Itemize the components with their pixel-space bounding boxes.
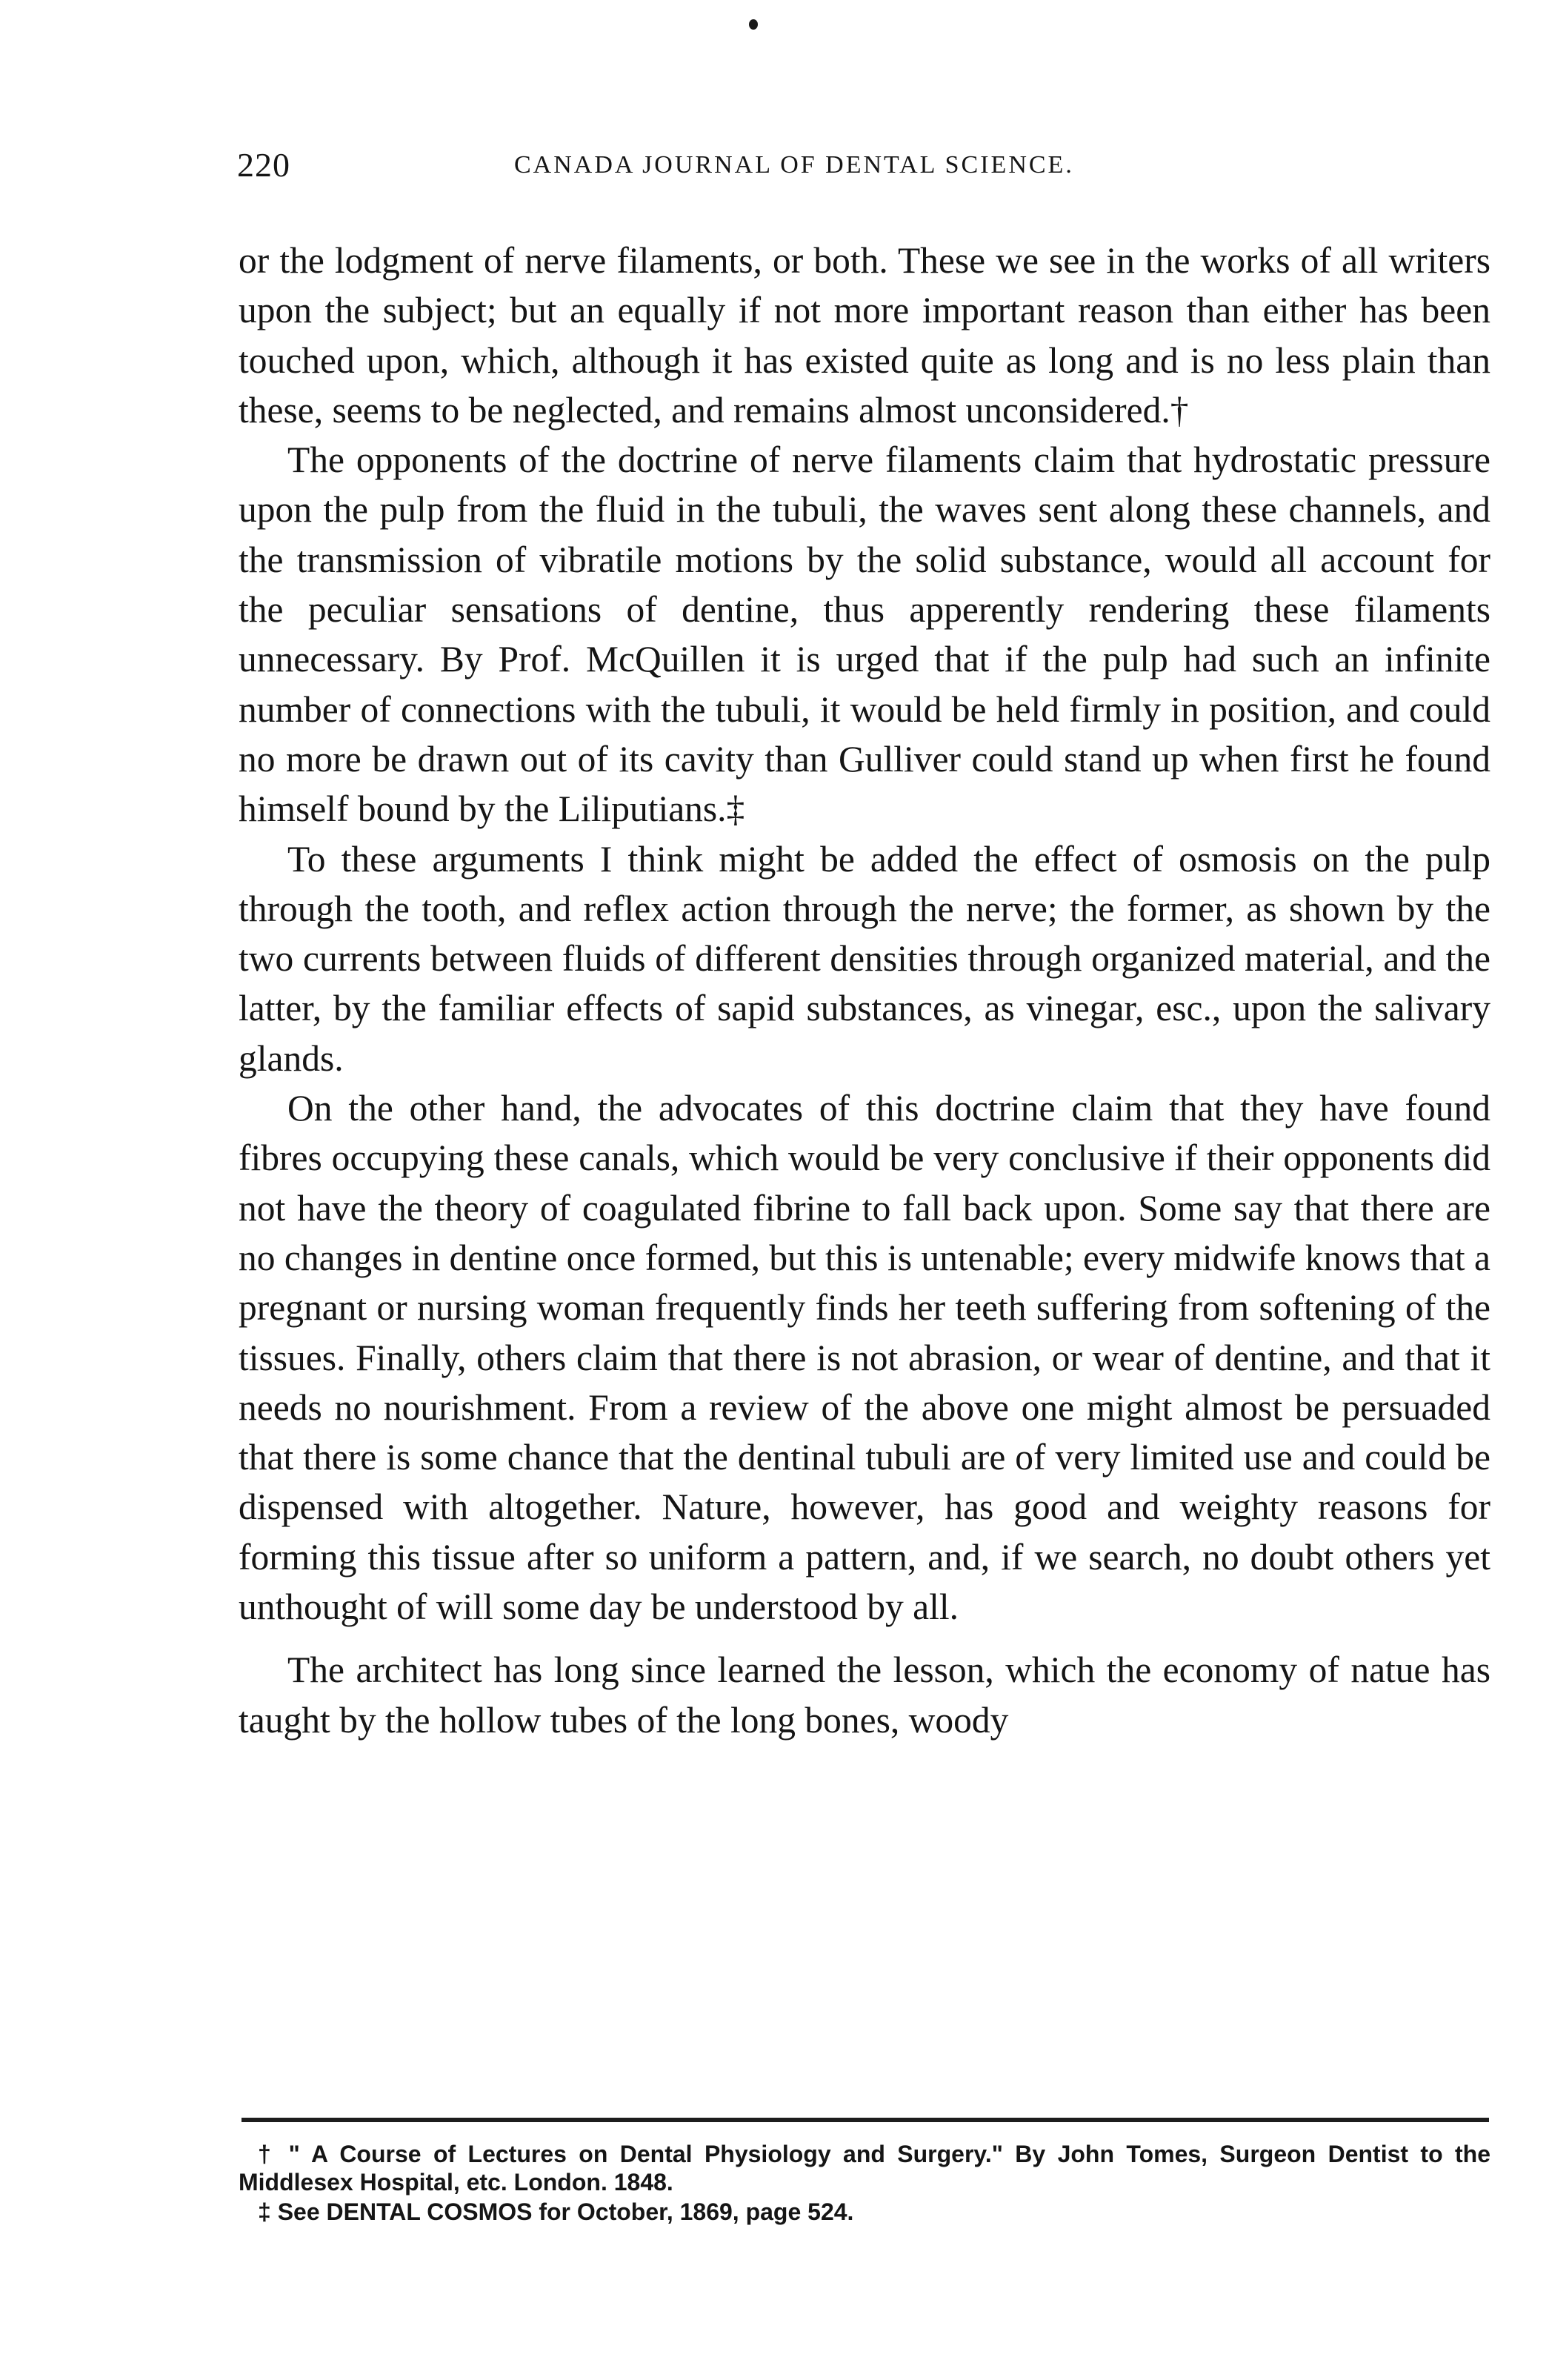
paragraph-architect: The architect has long since learned the lesson, which the economy of natue has taught by the hollow tubes of the long bones, woody (239, 1649, 1490, 1741)
paragraph-continued: or the lodgment of nerve filaments, or both. These we see in the works of all writers upon the subject; but an equally if not more important reason than either has been touched upon, which, although it has existed quite as long and is no less plain than these, seems to be neglected, and remains almost unconsidered.† (239, 240, 1490, 431)
print-speck (749, 19, 758, 30)
page-number: 220 (237, 146, 290, 184)
footnotes (239, 2140, 1490, 2226)
paragraph-advocates: On the other hand, the advocates of this doctrine claim that they have found fibres occupying these canals, which would be very conclusive if their opponents did not have the theory of coagulated fibrine to fall back upon. Some say that there are no changes in dentine once formed, but this is untenable; every midwife knows that a pregnant or nursing woman frequently finds her teeth suffering from softening of the tissues. Finally, others claim that there is not abrasion, or wear of dentine, and that it needs no nourishment. From a review of the above one might almost be persuaded that there is some chance that the dentinal tubuli are of very limited use and could be dispensed with altogether. Nature, however, has good and weighty reasons for forming this tissue after so uniform a pattern, and, if we search, no doubt others yet unthought of will some day be understood by all. (239, 1088, 1490, 1628)
paragraph-arguments: To these arguments I think might be added the effect of osmosis on the pulp through the tooth, and reflex action through the nerve; the former, as shown by the two currents between fluids of different densities through organized material, and the latter, by the familiar effects of sapid substances, as vinegar, esc., upon the salivary glands. (239, 838, 1490, 1079)
page-header (237, 145, 1482, 197)
article-body (239, 236, 1490, 1745)
footnote-double-dagger: ‡ See DENTAL COSMOS for October, 1869, page 524. (258, 2198, 854, 2225)
footnote-rule (241, 2118, 1489, 2122)
footnote-dagger: † " A Course of Lectures on Dental Physiology and Surgery." By John Tomes, Surgeon Dentist to the Middlesex Hospital, etc. London. 1848. (239, 2141, 1490, 2195)
paragraph-opponents: The opponents of the doctrine of nerve filaments claim that hydrostatic pressure upon the pulp from the fluid in the tubuli, the waves sent along these channels, and the transmission of vibratile motions by the solid substance, would all account for the peculiar sensations of dentine, thus apperently rendering these filaments unnecessary. By Prof. McQuillen it is urged that if the pulp had such an infinite number of connections with the tubuli, it would be held firmly in position, and could no more be drawn out of its cavity than Gulliver could stand up when first he found himself bound by the Liliputians.‡ (239, 439, 1490, 830)
running-head: CANADA JOURNAL OF DENTAL SCIENCE. (514, 151, 1074, 179)
